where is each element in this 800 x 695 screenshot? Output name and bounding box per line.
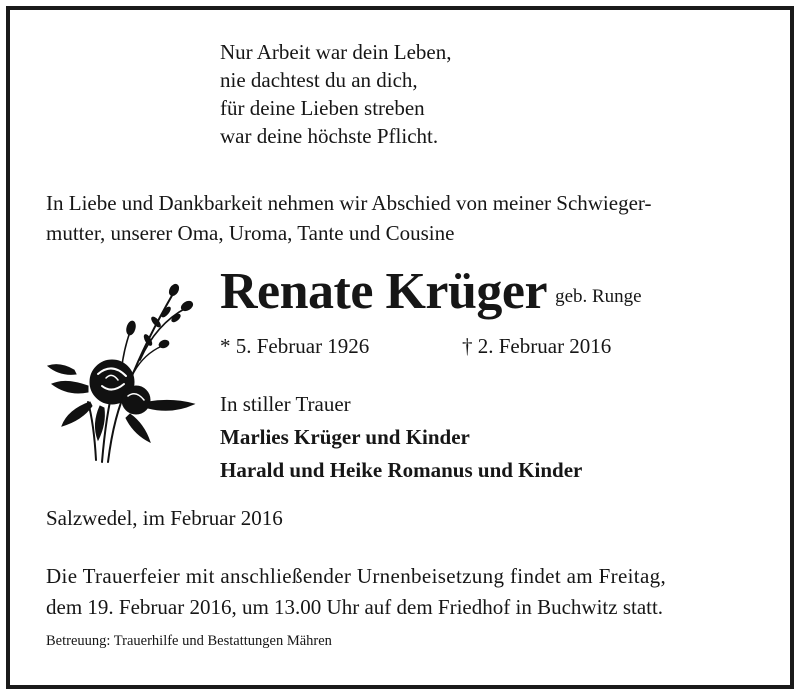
farewell-text bbox=[46, 188, 766, 248]
life-dates bbox=[220, 332, 612, 360]
funeral-service-credit: Betreuung: Trauerhilfe und Bestattungen Mähren bbox=[46, 633, 332, 649]
mourners-heading: In stiller Trauer bbox=[220, 392, 351, 416]
farewell-line-1: In Liebe und Dankbarkeit nehmen wir Abschied von meiner Schwieger- bbox=[46, 191, 652, 215]
funeral-line-2: dem 19. Februar 2016, um 13.00 Uhr auf dem Friedhof in Buchwitz statt. bbox=[46, 595, 664, 619]
birth-date: * 5. Februar 1926 bbox=[220, 334, 370, 358]
farewell-line-2: mutter, unserer Oma, Uroma, Tante und Cousine bbox=[46, 221, 455, 245]
death-date: † 2. Februar 2016 bbox=[462, 334, 612, 358]
mourner-family: Marlies Krüger und Kinder bbox=[220, 425, 470, 449]
memorial-poem bbox=[220, 38, 452, 150]
poem-line: war deine höchste Pflicht. bbox=[220, 124, 439, 148]
rose-bouquet-icon bbox=[44, 274, 204, 464]
mourner-family: Harald und Heike Romanus und Kinder bbox=[220, 458, 583, 482]
obituary-notice bbox=[6, 6, 794, 689]
funeral-details bbox=[46, 561, 666, 623]
poem-line: Nur Arbeit war dein Leben, bbox=[220, 40, 452, 64]
deceased-name-row bbox=[220, 262, 642, 322]
place-and-date: Salzwedel, im Februar 2016 bbox=[46, 506, 283, 530]
deceased-name: Renate Krüger bbox=[220, 263, 548, 320]
poem-line: nie dachtest du an dich, bbox=[220, 68, 418, 92]
maiden-name: geb. Runge bbox=[555, 286, 642, 307]
funeral-line-1: Die Trauerfeier mit anschließender Urnenbeisetzung findet am Freitag, bbox=[46, 564, 667, 588]
mourners-block bbox=[220, 388, 582, 487]
poem-line: für deine Lieben streben bbox=[220, 96, 425, 120]
